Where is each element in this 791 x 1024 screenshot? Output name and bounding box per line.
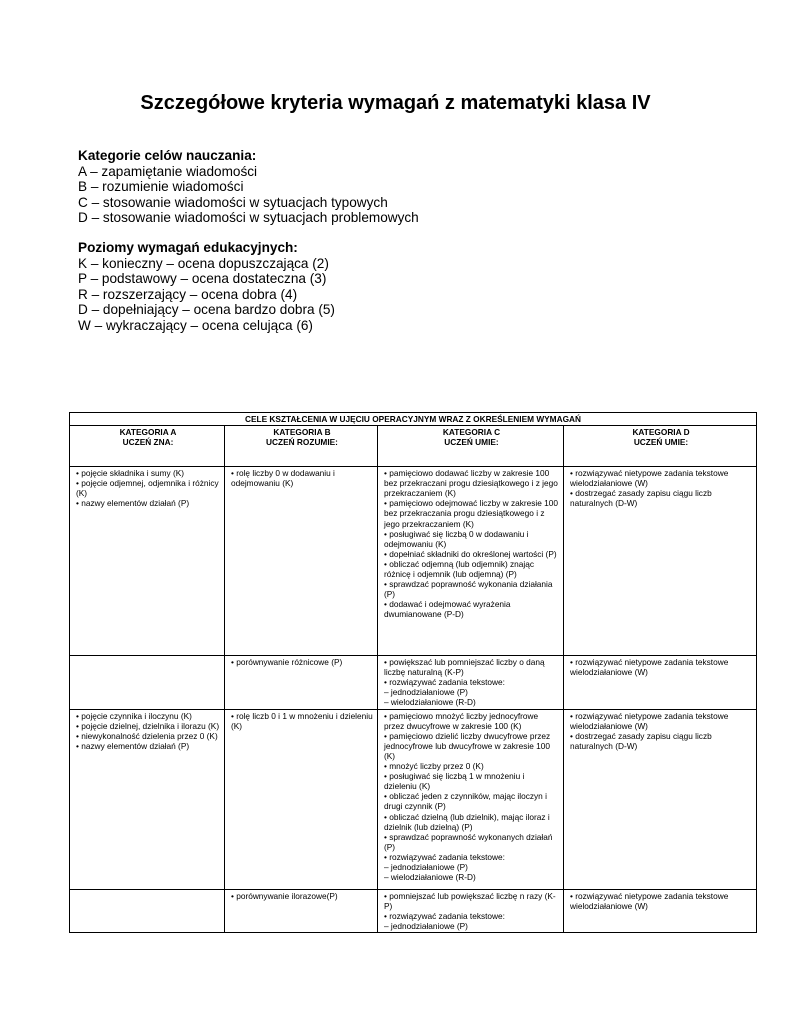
table-header-row: [70, 426, 757, 467]
requirement-level-item: W – wykraczający – ocena celująca (6): [78, 317, 313, 333]
column-header-line: KATEGORIA A: [119, 427, 177, 438]
requirement-item: • obliczać jeden z czynników, mając iloczyn i drugi czynnik (P): [384, 791, 547, 812]
requirement-item: • rozwiązywać zadania tekstowe:: [384, 910, 505, 921]
goal-category-item: D – stosowanie wiadomości w sytuacjach problemowych: [78, 210, 419, 226]
requirement-level-item: P – podstawowy – ocena dostateczna (3): [78, 271, 327, 287]
requirement-item: • rozwiązywać zadania tekstowe:: [384, 677, 505, 688]
requirement-item: • pojęcie składnika i sumy (K): [76, 468, 185, 479]
column-header-c: [378, 426, 564, 467]
requirement-item: • posługiwać się liczbą 1 w mnożeniu i dzieleniu (K): [384, 771, 525, 792]
requirement-item: – jednodziałaniowe (P): [384, 687, 468, 698]
goal-category-item: C – stosowanie wiadomości w sytuacjach typowych: [78, 194, 388, 210]
requirement-item: • nazwy elementów działań (P): [76, 498, 190, 509]
requirement-item: • dopełniać składniki do określonej wartości (P): [384, 548, 557, 559]
requirement-item: • dostrzegać zasady zapisu ciągu liczb naturalnych (D-W): [570, 488, 712, 509]
column-header-line: UCZEŃ UMIE:: [444, 437, 499, 448]
category-a-cell: [70, 656, 225, 709]
category-c-cell: [378, 889, 564, 932]
table-row: [70, 656, 757, 709]
goal-category-item: A – zapamiętanie wiadomości: [78, 163, 258, 179]
requirement-item: • niewykonalność dzielenia przez 0 (K): [76, 730, 218, 741]
requirement-item: – wielodziałaniowe (R-D): [384, 872, 476, 883]
requirement-item: • pamięciowo mnożyć liczby jednocyfrowe przez dwucyfrowe w zakresie 100 (K): [384, 710, 539, 731]
column-header-line: KATEGORIA B: [273, 427, 331, 438]
document-title: Szczegółowe kryteria wymagań z matematyki klasa IV: [140, 92, 651, 114]
requirement-level-item: R – rozszerzający – ocena dobra (4): [78, 286, 298, 302]
category-b-cell: [225, 656, 378, 709]
goal-categories-section: [78, 148, 419, 226]
requirement-levels-heading: Poziomy wymagań edukacyjnych:: [78, 240, 298, 255]
requirement-item: • pojęcie dzielnej, dzielnika i ilorazu (K): [76, 720, 220, 731]
requirement-item: • sprawdzać poprawność wykonania działania (P): [384, 579, 553, 600]
category-b-cell: [225, 467, 378, 656]
category-d-cell: [564, 709, 757, 889]
column-header-d: [564, 426, 757, 467]
column-header-line: UCZEŃ ROZUMIE:: [266, 437, 338, 448]
category-d-cell: [564, 889, 757, 932]
requirement-item: • rolę liczby 0 w dodawaniu i odejmowaniu (K): [231, 468, 335, 489]
requirement-item: – wielodziałaniowe (R-D): [384, 697, 476, 708]
requirements-table: [69, 412, 757, 933]
requirement-item: – jednodziałaniowe (P): [384, 920, 468, 931]
category-d-cell: [564, 467, 757, 656]
requirement-item: • porównywanie różnicowe (P): [231, 657, 343, 668]
requirement-item: • pamięciowo dodawać liczby w zakresie 100 bez przekraczani progu dziesiątkowego i z jego przekraczaniem (K): [384, 468, 558, 499]
category-a-cell: [70, 467, 225, 656]
table-row: [70, 889, 757, 932]
table-row: [70, 467, 757, 656]
category-c-cell: [378, 709, 564, 889]
category-c-cell: [378, 656, 564, 709]
requirement-item: • dostrzegać zasady zapisu ciągu liczb naturalnych (D-W): [570, 730, 712, 751]
requirement-item: • pamięciowo odejmować liczby w zakresie 100 bez przekraczania progu dziesiątkowego i z jego przekraczaniem (K): [384, 498, 558, 529]
requirement-item: • rozwiązywać nietypowe zadania tekstowe wielodziałaniowe (W): [570, 890, 729, 911]
column-header-line: KATEGORIA D: [632, 427, 690, 438]
requirement-item: • porównywanie ilorazowe(P): [231, 890, 338, 901]
requirement-level-item: D – dopełniający – ocena bardzo dobra (5): [78, 302, 335, 318]
requirement-item: • rozwiązywać nietypowe zadania tekstowe wielodziałaniowe (W): [570, 468, 729, 489]
category-a-cell: [70, 889, 225, 932]
category-a-cell: [70, 709, 225, 889]
category-b-cell: [225, 889, 378, 932]
requirement-item: • rozwiązywać zadania tekstowe:: [384, 851, 505, 862]
requirement-item: • obliczać dzielną (lub dzielnik), mając iloraz i dzielnik (lub dzielną) (P): [384, 811, 550, 832]
column-header-line: KATEGORIA C: [442, 427, 501, 438]
category-c-cell: [378, 467, 564, 656]
goal-category-item: B – rozumienie wiadomości: [78, 179, 244, 195]
column-header-b: [225, 426, 378, 467]
table-banner: CELE KSZTAŁCENIA W UJĘCIU OPERACYJNYM WRAZ Z OKREŚLENIEM WYMAGAŃ: [70, 413, 757, 426]
requirement-level-item: K – konieczny – ocena dopuszczająca (2): [78, 255, 329, 271]
requirement-item: • posługiwać się liczbą 0 w dodawaniu i odejmowaniu (K): [384, 528, 529, 549]
goal-categories-heading: Kategorie celów nauczania:: [78, 148, 257, 163]
column-header-a: [70, 426, 225, 467]
requirement-item: • rozwiązywać nietypowe zadania tekstowe wielodziałaniowe (W): [570, 710, 729, 731]
requirement-item: • mnożyć liczby przez 0 (K): [384, 761, 484, 772]
requirement-item: • rozwiązywać nietypowe zadania tekstowe wielodziałaniowe (W): [570, 657, 729, 678]
table-banner-row: [70, 413, 757, 426]
requirement-item: • sprawdzać poprawność wykonanych działań (P): [384, 831, 553, 852]
requirement-item: • powiększać lub pomniejszać liczby o daną liczbę naturalną (K-P): [384, 657, 545, 678]
requirement-item: • pojęcie odjemnej, odjemnika i różnicy (K): [76, 478, 219, 499]
column-header-line: UCZEŃ ZNA:: [122, 437, 174, 448]
requirement-item: • rolę liczb 0 i 1 w mnożeniu i dzieleniu (K): [231, 710, 373, 731]
requirement-item: • nazwy elementów działań (P): [76, 740, 190, 751]
category-b-cell: [225, 709, 378, 889]
table-row: [70, 709, 757, 889]
requirement-item: – jednodziałaniowe (P): [384, 861, 468, 872]
requirement-item: • pamięciowo dzielić liczby dwucyfrowe przez jednocyfrowe lub dwucyfrowe w zakresie 100 (K): [384, 730, 551, 761]
category-d-cell: [564, 656, 757, 709]
requirement-item: • pomniejszać lub powiększać liczbę n razy (K-P): [384, 890, 556, 911]
requirement-levels-section: [78, 240, 335, 334]
requirement-item: • pojęcie czynnika i iloczynu (K): [76, 710, 192, 721]
requirement-item: • dodawać i odejmować wyrażenia dwumianowane (P-D): [384, 599, 511, 620]
column-header-line: UCZEŃ UMIE:: [633, 437, 689, 448]
requirement-item: • obliczać odjemną (lub odjemnik) znając różnicę i odjemnik (lub odjemną) (P): [384, 558, 535, 580]
